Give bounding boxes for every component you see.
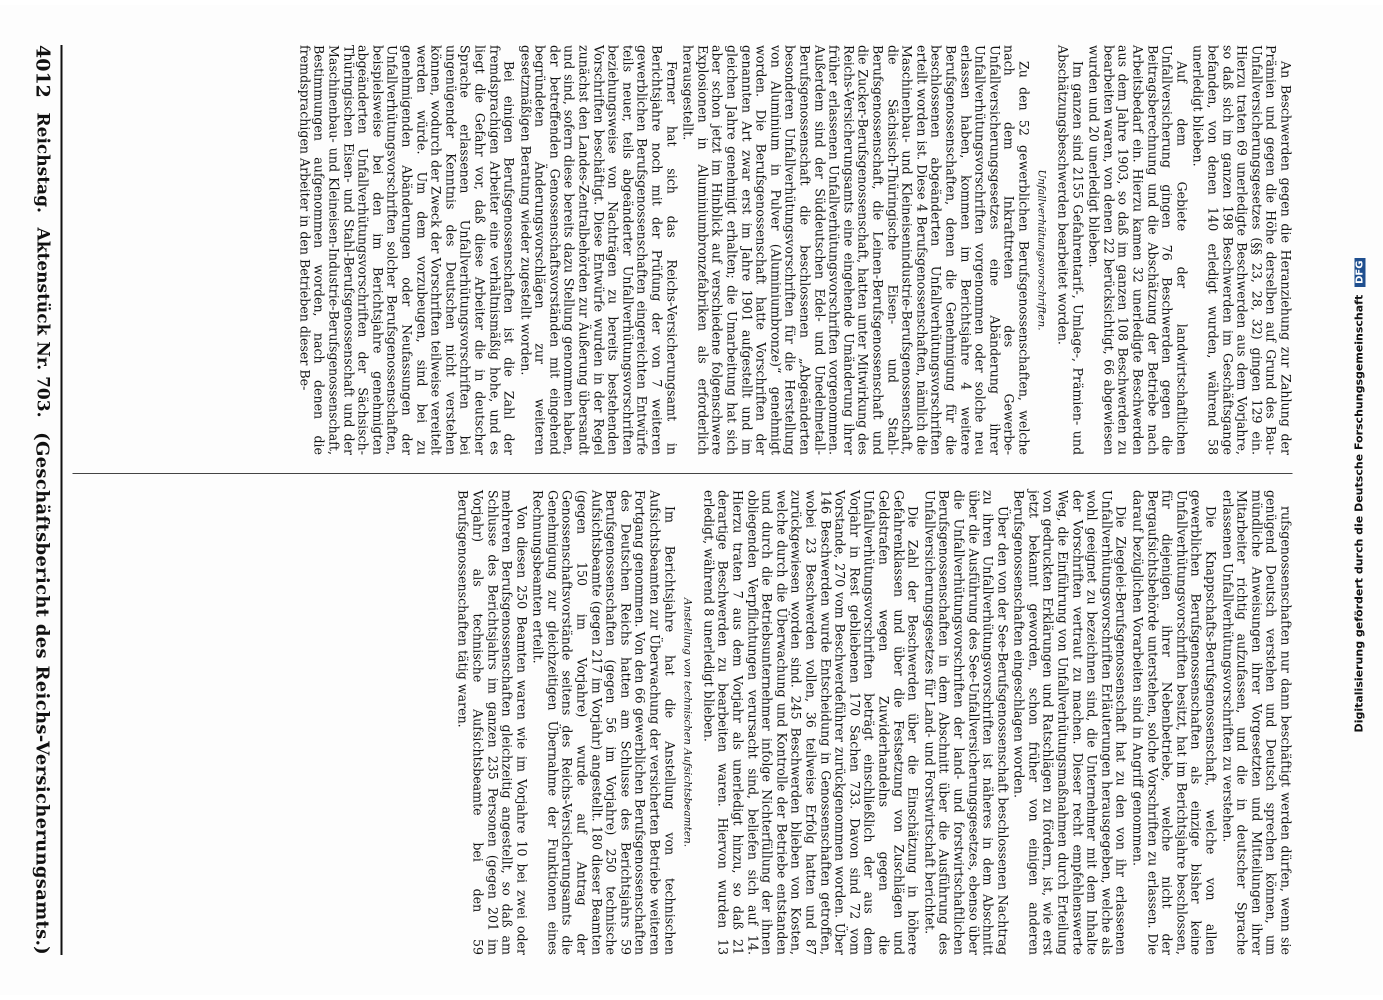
page-header — [25, 45, 63, 955]
left-column — [73, 45, 1293, 455]
paragraph: rufsgenossenschaften nur dann beschäftigt werden dürfen, wenn sie genügend Deutsch verstehen und Deutsch sprechen können, um mündliche Anweisungen ihrer Vorgesetzten und Mitteilungen ihrer Mitarbeiter richtig aufzufassen, und die in deutscher Sprache erlassenen Unfallverhütungsvorschriften zu verstehen. — [1220, 490, 1294, 955]
paragraph: Von diesen 250 Beamten waren wie im Vorjahre 10 bei zwei oder mehreren Berufsgenossenschaften gleichzeitig angestellt, so daß am Schlusse des Berichtsjahrs im ganzen 235 Personen (gegen 201 im Vorjahr) als technische Aufsichtsbeamte bei den 59 Berufsgenossenschaften tätig waren. — [455, 490, 530, 955]
paragraph: Die Ziegelei-Berufsgenossenschaft hat zu den von ihr erlassenen Unfallverhütungsvorschriften Erläuterungen herausgegeben, welche als wohl geeignet zu bezeichnen sind, die Unternehmer mit dem Inhalte der Vorschriften vertraut zu machen. Dieser recht empfehlenswerte Weg, die Einführung von Unfallverhütungsmaßnahmen durch Erteilung von gedruckten Erklärungen und Ratschlägen zu fördern, ist, wie erst jetzt bekannt geworden, schon früher von einigen anderen Berufsgenossenschaften eingeschlagen worden. — [1011, 490, 1129, 955]
digitization-text: Digitalisierung gefördert durch die Deutsche Forschungsgemeinschaft — [1352, 294, 1366, 733]
dfg-logo: DFG — [1355, 258, 1366, 287]
paragraph: Im ganzen sind 2155 Gefahrentarif-, Umlage-, Prämien- und Abschätzungsbeschwerden bearbeitet worden. — [1055, 45, 1086, 455]
page-number: 4012 — [31, 45, 54, 98]
paragraph: An Beschwerden gegen die Heranziehung zur Zahlung der Prämien und gegen die Höhe derselben auf Grund des Bau-Unfallversicherungsgesetzes (§§ 23, 28, 32) gingen 129 ein. Hierzu traten 69 unerledigte Beschwerden aus dem Vorjahre, so daß sich im ganzen 198 Beschwerden im Geschäftsgange befanden, von denen 140 erledigt wurden, während 58 unerledigt blieben. — [1190, 45, 1294, 455]
column-divider — [73, 473, 1293, 474]
right-column — [73, 490, 1293, 955]
document-page — [0, 5, 1383, 995]
paragraph: Auf dem Gebiete der landwirtschaftlichen Unfallversicherung gingen 76 Beschwerden gegen die Beitragsberechnung und die Abschätzung der Betriebe nach Arbeitsbedarf ein. Hierzu kamen 32 unerledigte Beschwerden aus dem Jahre 1903, so daß im ganzen 108 Beschwerden zu bearbeiten waren, von denen 22 berücksichtigt, 66 abgewiesen wurden und 20 unerledigt blieben. — [1086, 45, 1190, 455]
header-right-title: (Geschäftsbericht des Reichs-Versicherungsamts.) — [32, 432, 53, 955]
paragraph: Zu den 52 gewerblichen Berufsgenossenschaften, welche nach dem Inkrafttreten des Gewerbe-Unfallversicherungsgesetzes eine Abänderung ihrer Unfallverhütungsvorschriften vorgenommen oder solche neu erlassen haben, kommen im Berichtsjahre 4 weitere Berufsgenossenschaften, denen die Genehmigung für die beschlossenen abgeänderten Unfallverhütungsvorschriften erteilt worden ist. Diese 4 Berufsgenossenschaften, nämlich die Maschinenbau- und Kleineisenindustrie-Berufsgenossenschaft, die Sächsisch-Thüringische Eisen- und Stahl-Berufsgenossenschaft, die Leinen-Berufsgenossenschaft und die Zucker-Berufsgenossenschaft, hatten unter Mitwirkung des Reichs-Versicherungsamts eine eingehende Umänderung ihrer früher erlassenen Unfallverhütungsvorschriften vorgenommen. Außerdem sind der Süddeutschen Edel- und Unedelmetall-Berufsgenossenschaft die beschlossenen „Abgeänderten besonderen Unfallverhütungsvorschriften für die Herstellung von Aluminium in Pulver (Aluminiumbronze)“ genehmigt worden. Die Berufsgenossenschaft hatte Vorschriften der genannten Art zwar erst im Jahre 1901 aufgestellt und im gleichen Jahre genehmigt erhalten; die Umarbeitung hat sich aber schon jetzt im Hinblick auf verschiedene folgenschwere Explosionen in Aluminiumbronzefabriken als erforderlich herausgestellt. — [680, 45, 1032, 455]
section-heading: Anstellung von technischen Aufsichtsbeamten. — [681, 597, 694, 848]
paragraph: Bei einigen Berufsgenossenschaften ist die Zahl der fremdsprachigen Arbeiter eine verhältnismäßig hohe, und es liegt die Gefahr vor, daß diese Arbeiter die in deutscher Sprache erlassenen Unfallverhütungsvorschriften bei ungenügender Kenntnis des Deutschen nicht verstehen können, wodurch der Zweck der Vorschriften teilweise vereitelt werden würde. Um dem vorzubeugen, sind bei zu genehmigenden Abänderungen oder Neufassungen der Unfallverhütungsvorschriften solcher Berufsgenossenschaften, beispielsweise bei den im Berichtsjahre genehmigten abgeänderten Unfallverhütungsvorschriften der Sächsisch-Thüringischen Eisen- und Stahl-Berufsgenossenschaft und der Maschinenbau- und Kleineisen-Industrie-Berufsgenossenschaft, Bestimmungen aufgenommen worden, nach denen die fremdsprachigen Arbeiter in den Betrieben dieser Be- — [297, 45, 517, 455]
document-number: Aktenstück Nr. 703. — [32, 227, 53, 418]
paragraph: Die Zahl der Beschwerden über die Einschätzung in höhere Gefahrenklassen und über die Festsetzung von Zuschlägen und Geldstrafen wegen Zuwiderhandelns gegen die Unfallverhütungsvorschriften beträgt einschließlich der aus dem Vorjahr in Rest gebliebenen 170 Sachen 733. Davon sind 72 vom Vorstande, 270 vom Beschwerdeführer zurückgenommen worden. Über 146 Beschwerden wurde Entscheidung in Genossenschaften getroffen, wobei 23 Beschwerden vollen, 36 teilweise Erfolg hatten und 87 zurückgewiesen worden sind. 245 Beschwerden blieben von Kosten, welche durch die Überwachung und Kontrolle der Betriebe entstanden und durch die Betriebsunternehmer infolge Nichterfüllung der ihnen obliegenden Verpflichtungen verursacht sind, beliefen sich auf 14. Hierzu traten 7 aus dem Vorjahr als unerledigt hinzu, so daß 21 derartige Beschwerden zu bearbeiten waren. Hiervon wurden 13 erledigt, während 8 unerledigt blieben. — [701, 490, 921, 955]
paragraph: Die Knappschafts-Berufsgenossenschaft, welche von allen gewerblichen Berufsgenossenschaften als einzige bisher keine Unfallverhütungsvorschriften besitzt, hat im Berichtsjahre beschlossen, für diejenigen ihrer Nebenbetriebe, welche nicht der Bergaufsichtsbehörde unterstehen, solche Vorschriften zu erlassen. Die darauf bezüglichen Vorarbeiten sind in Angriff genommen. — [1130, 490, 1219, 955]
digitization-note — [1353, 65, 1369, 925]
header-left-title: Reichstag. — [32, 112, 53, 213]
section-heading: Unfallverhütungsvorschriften. — [1036, 169, 1048, 331]
paragraph: Im Berichtsjahre hat die Anstellung von technischen Aufsichtsbeamten zur Überwachung der versicherten Betriebe weiteren Fortgang genommen. Von den 66 gewerblichen Berufsgenossenschaften des Deutschen Reichs hatten am Schlusse des Berichtsjahrs 59 Berufsgenossenschaften (gegen 56 im Vorjahre) 250 technische Aufsichtsbeamte (gegen 217 im Vorjahr) angestellt. 180 dieser Beamten (gegen 150 im Vorjahre) wurde auf Antrag der Genossenschaftsvorstände seitens des Reichs-Versicherungsamts die Genehmigung zur gleichzeitigen Übernahme der Funktionen eines Rechnungsbeamten erteilt. — [530, 490, 678, 955]
paragraph: Über den von der See-Berufsgenossenschaft beschlossenen Nachtrag zu ihren Unfallverhütungsvorschriften ist näheres in dem Abschnitt über die Ausführung des See-Unfallversicherungsgesetzes, ebenso über die Unfallverhütungsvorschriften der land- und forstwirtschaftlichen Berufsgenossenschaften in dem Abschnitt über die Ausführung des Unfallversicherungsgesetzes für Land- und Forstwirtschaft berichtet. — [922, 490, 1011, 955]
paragraph: Ferner hat sich das Reichs-Versicherungsamt in Berichtsjahre noch mit der Prüfung der von 7 weiteren gewerblichen Berufsgenossenschaften eingereichten Entwürfe teils neuer, teils abgeänderter Unfallverhütungsvorschriften beziehungsweise von Nachträgen zu bereits bestehenden Vorschriften beschäftigt. Diese Entwürfe wurden in der Regel zunächst den Landes-Zentralbehörden zur Äußerung übersandt und sind, sofern diese bereits dazu Stellung genommen haben, der betreffenden Genossenschaftsvorständen mit eingehend begründeten Änderungsvorschlägen zur weiteren gesetzmäßigen Beratung wieder zugestellt worden. — [518, 45, 680, 455]
